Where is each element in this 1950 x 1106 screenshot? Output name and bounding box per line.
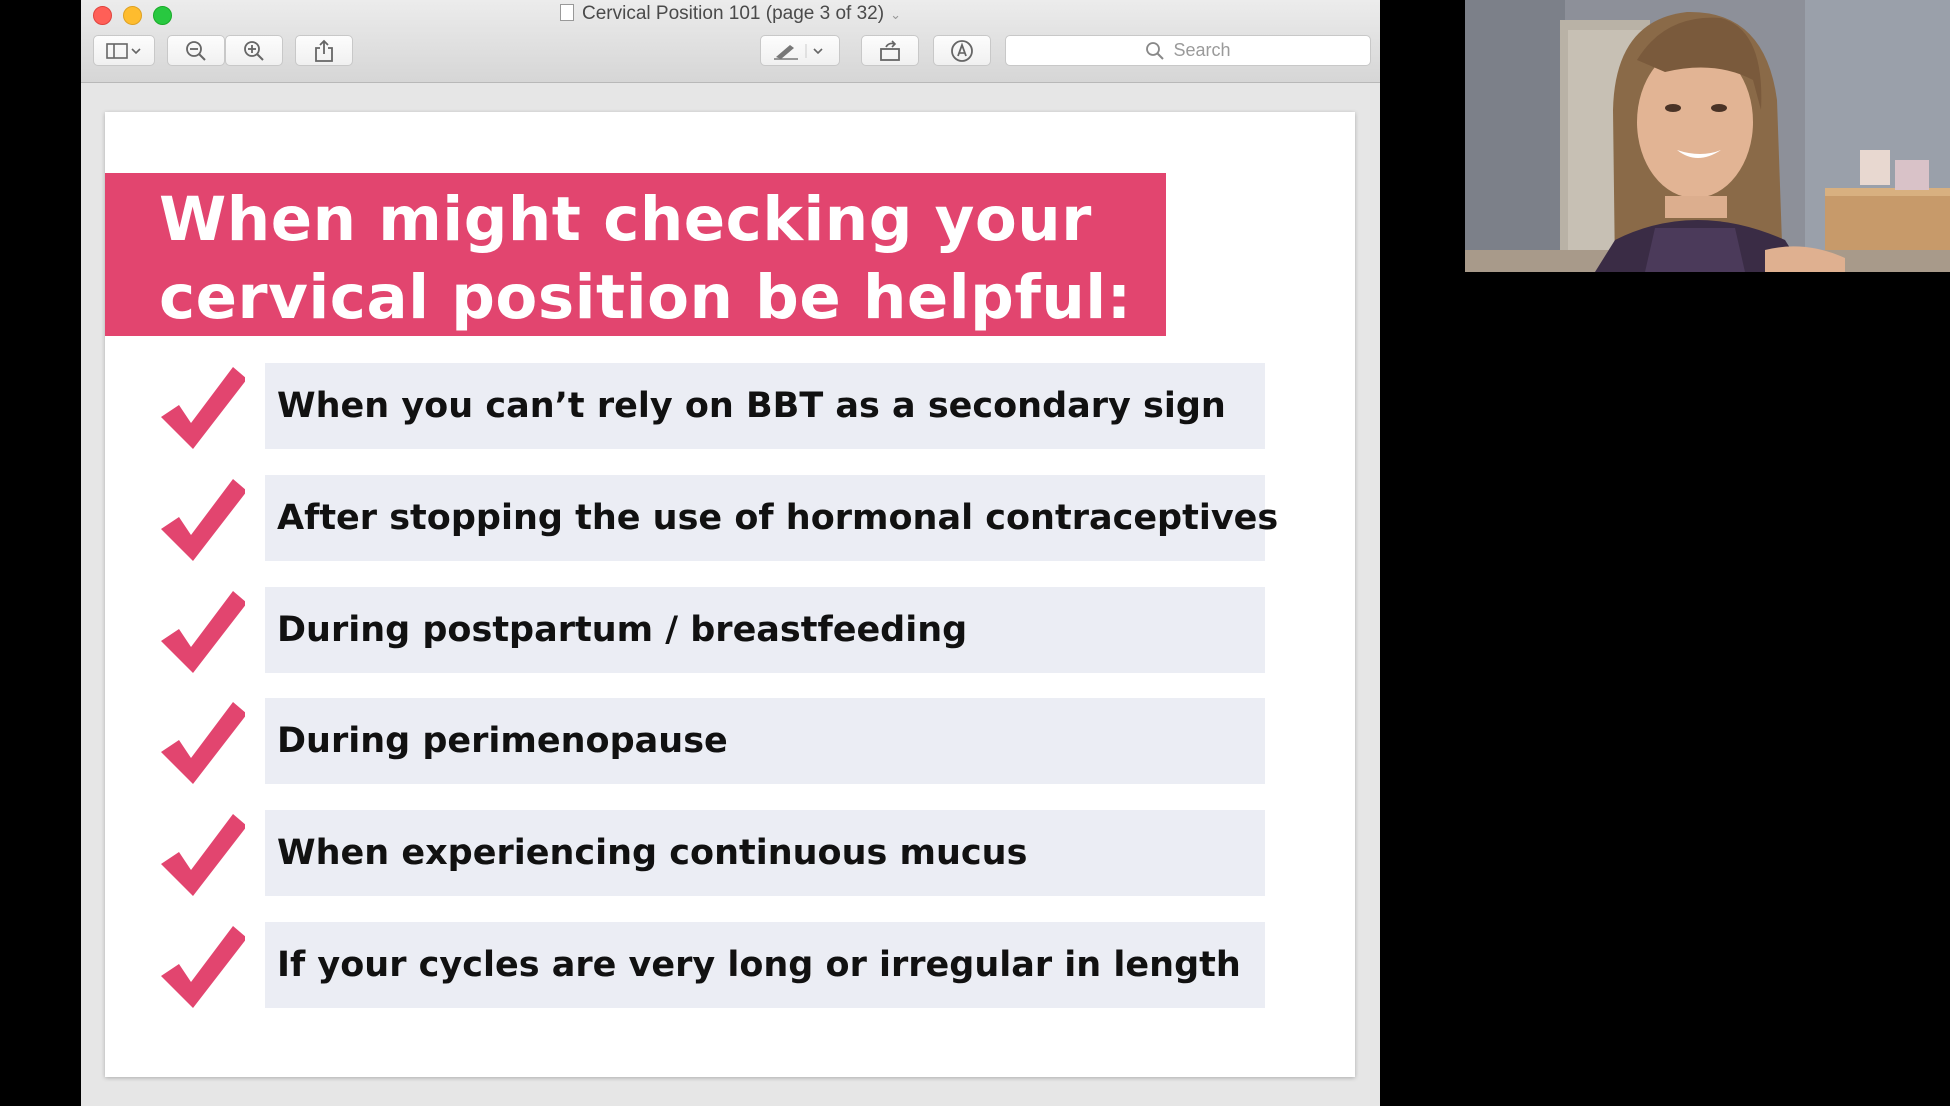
checkmark-icon bbox=[157, 700, 245, 784]
list-item bbox=[105, 698, 1355, 786]
checkmark-icon bbox=[157, 365, 245, 449]
sidebar-toggle-button[interactable] bbox=[93, 35, 155, 66]
zoom-in-icon bbox=[243, 40, 265, 62]
share-button[interactable] bbox=[295, 35, 353, 66]
checkmark-icon bbox=[157, 924, 245, 1008]
list-item-box bbox=[265, 587, 1265, 673]
list-item-text: If your cycles are very long or irregular in length bbox=[277, 945, 1241, 985]
list-item bbox=[105, 475, 1355, 563]
slide-heading-line2: cervical position be helpful: bbox=[159, 262, 1132, 333]
document-icon bbox=[560, 4, 574, 21]
list-item bbox=[105, 587, 1355, 675]
slide-heading bbox=[159, 181, 1132, 337]
markup-pen-icon bbox=[772, 42, 828, 60]
search-placeholder: Search bbox=[1173, 40, 1231, 60]
slide-heading-banner bbox=[105, 173, 1166, 336]
share-icon bbox=[314, 39, 334, 63]
chevron-down-icon: ⌄ bbox=[890, 7, 901, 22]
list-item-box bbox=[265, 698, 1265, 784]
slide-heading-line1: When might checking your bbox=[159, 184, 1092, 255]
zoom-in-button[interactable] bbox=[225, 35, 283, 66]
list-item-box bbox=[265, 363, 1265, 449]
zoom-out-icon bbox=[185, 40, 207, 62]
checkmark-icon bbox=[157, 477, 245, 561]
list-item-text: When experiencing continuous mucus bbox=[277, 833, 1028, 873]
sidebar-icon bbox=[106, 43, 142, 59]
window-title[interactable] bbox=[81, 3, 1380, 25]
list-item-text: After stopping the use of hormonal contraceptives bbox=[277, 498, 1279, 538]
rotate-button[interactable] bbox=[861, 35, 919, 66]
list-item-box bbox=[265, 922, 1265, 1008]
presenter-video-image bbox=[1465, 0, 1950, 272]
markup-toolbar-button[interactable] bbox=[933, 35, 991, 66]
highlight-button[interactable] bbox=[760, 35, 840, 66]
zoom-out-button[interactable] bbox=[167, 35, 225, 66]
preview-window bbox=[81, 0, 1380, 1106]
list-item-text: During perimenopause bbox=[277, 721, 728, 761]
webcam-video-feed bbox=[1465, 0, 1950, 272]
search-input[interactable] bbox=[1005, 35, 1371, 66]
list-item-text: When you can’t rely on BBT as a secondary sign bbox=[277, 386, 1226, 426]
list-item bbox=[105, 363, 1355, 451]
annotate-icon bbox=[950, 39, 974, 63]
rotate-icon bbox=[878, 40, 902, 62]
list-item-text: During postpartum / breastfeeding bbox=[277, 610, 968, 650]
checkmark-icon bbox=[157, 812, 245, 896]
list-item-box bbox=[265, 810, 1265, 896]
window-title-text: Cervical Position 101 (page 3 of 32) bbox=[582, 3, 885, 24]
pdf-page bbox=[105, 112, 1355, 1077]
list-item bbox=[105, 810, 1355, 898]
search-icon bbox=[1145, 41, 1165, 61]
list-item bbox=[105, 922, 1355, 1010]
title-bar bbox=[81, 0, 1380, 83]
list-item-box bbox=[265, 475, 1279, 561]
checkmark-icon bbox=[157, 589, 245, 673]
